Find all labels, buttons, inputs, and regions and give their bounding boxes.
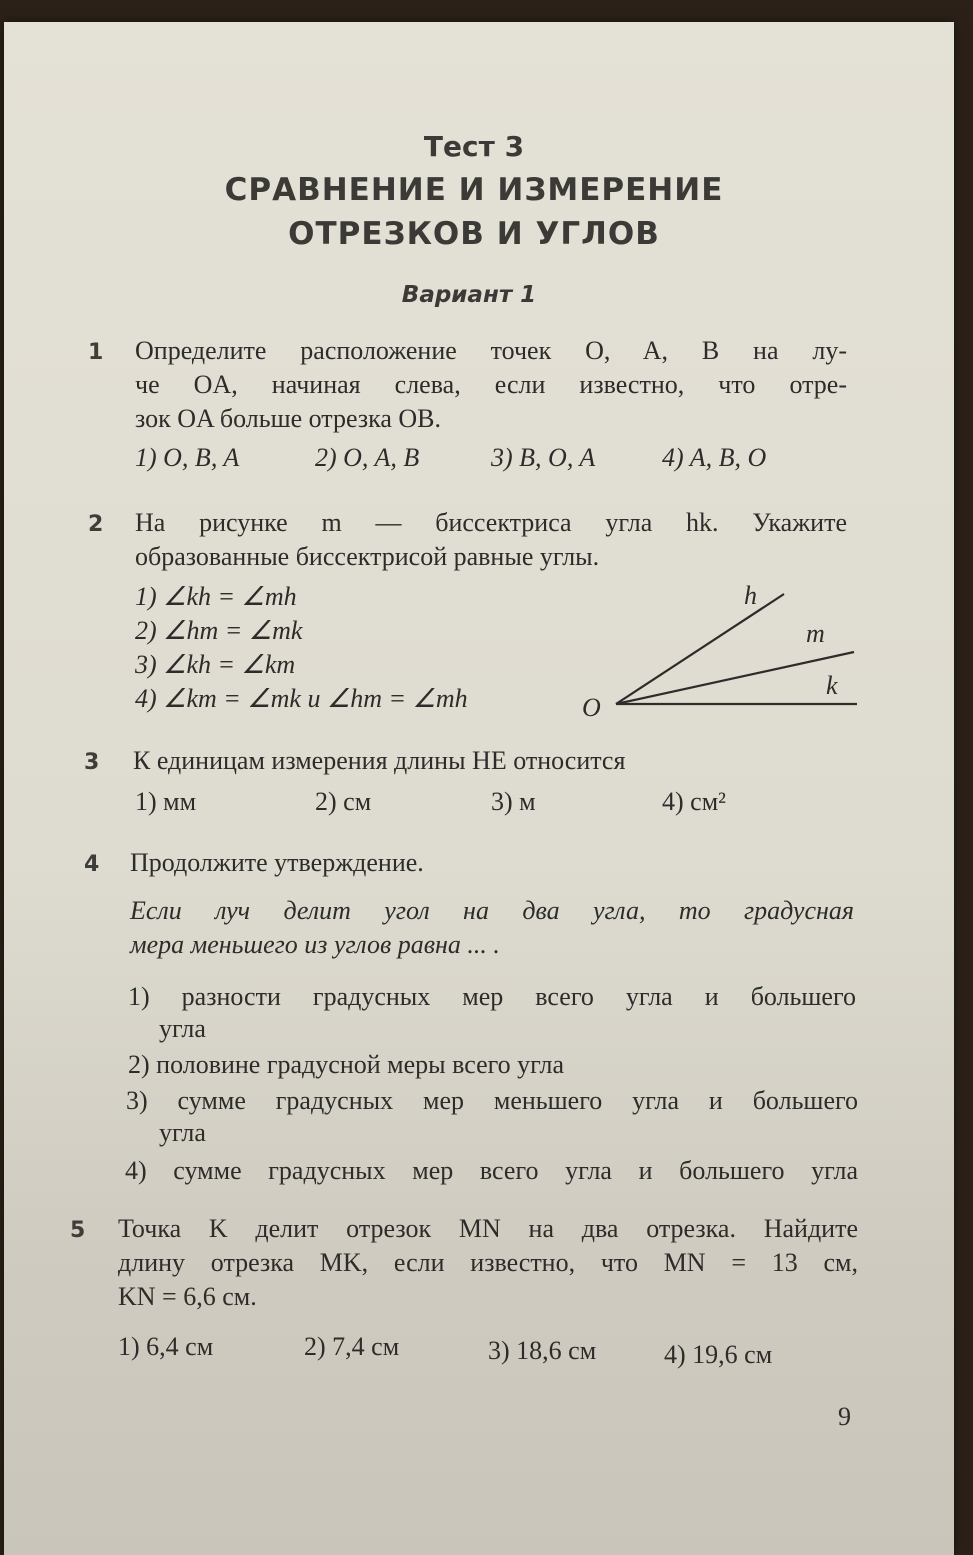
question-1-number: 1 bbox=[88, 340, 104, 365]
question-4-option-3-line-1: 3) сумме градусных мер меньшего угла и большего bbox=[126, 1086, 858, 1115]
question-2-option-4: 4) ∠km = ∠mk и ∠hm = ∠mh bbox=[135, 684, 468, 713]
question-2-option-2: 2) ∠hm = ∠mk bbox=[135, 616, 303, 645]
question-3-number: 3 bbox=[84, 750, 100, 775]
ray-label-k: k bbox=[826, 671, 838, 700]
bisector-figure bbox=[564, 572, 864, 732]
question-4-option-3-line-2: угла bbox=[159, 1118, 206, 1147]
question-5-line-1: Точка K делит отрезок MN на два отрезка. Найдите bbox=[118, 1214, 858, 1243]
question-5-option-4: 4) 19,6 см bbox=[664, 1340, 773, 1369]
question-5-line-2: длину отрезка MK, если известно, что MN = 13 см, bbox=[118, 1248, 858, 1277]
page-number: 9 bbox=[838, 1402, 851, 1431]
question-5-line-3: KN = 6,6 см. bbox=[118, 1282, 257, 1311]
question-1-line-3: зок OA больше отрезка OB. bbox=[135, 404, 442, 433]
question-5-option-1: 1) 6,4 см bbox=[118, 1332, 214, 1361]
textbook-page bbox=[4, 22, 954, 1555]
question-4-option-2: 2) половине градусной меры всего угла bbox=[128, 1050, 565, 1079]
question-2-option-1: 1) ∠kh = ∠mh bbox=[135, 582, 297, 611]
question-1-option-2: 2) O, A, B bbox=[315, 443, 420, 472]
question-2-number: 2 bbox=[88, 512, 104, 537]
test-title: Тест 3 bbox=[423, 130, 525, 163]
question-1-option-4: 4) A, B, O bbox=[662, 443, 767, 472]
question-4-intro: Продолжите утверждение. bbox=[130, 848, 424, 877]
ray-label-h: h bbox=[744, 581, 757, 610]
question-3-option-3: 3) м bbox=[491, 787, 536, 816]
question-3-option-4: 4) см² bbox=[662, 787, 726, 816]
question-1-option-3: 3) B, O, A bbox=[491, 443, 596, 472]
question-2-line-1: На рисунке m — биссектриса угла hk. Укажите bbox=[135, 508, 847, 537]
question-1-line-1: Определите расположение точек O, A, B на лу- bbox=[135, 336, 847, 365]
question-5-number: 5 bbox=[70, 1218, 86, 1243]
question-1-option-1: 1) O, B, A bbox=[135, 443, 240, 472]
question-4-option-1-line-1: 1) разности градусных мер всего угла и большего bbox=[128, 982, 856, 1011]
question-4-statement-line-2: мера меньшего из углов равна ... . bbox=[130, 930, 500, 959]
question-4-option-4: 4) сумме градусных мер всего угла и большего угла bbox=[125, 1156, 858, 1185]
question-4-number: 4 bbox=[84, 852, 100, 877]
question-2-line-2: образованные биссектрисой равные углы. bbox=[135, 542, 600, 571]
ray-label-m: m bbox=[806, 619, 825, 648]
question-5-option-3: 3) 18,6 см bbox=[488, 1336, 597, 1365]
ray-h bbox=[616, 594, 784, 704]
topic-title-line2: ОТРЕЗКОВ И УГЛОВ bbox=[288, 216, 660, 252]
question-3-text: К единицам измерения длины НЕ относится bbox=[133, 746, 626, 775]
question-4-option-1-line-2: угла bbox=[159, 1014, 206, 1043]
question-4-statement-line-1: Если луч делит угол на два угла, то градусная bbox=[130, 896, 854, 925]
variant-label: Вариант 1 bbox=[401, 282, 537, 308]
question-5-option-2: 2) 7,4 см bbox=[304, 1332, 400, 1361]
vertex-label-o: O bbox=[582, 693, 601, 722]
question-1-line-2: че OA, начиная слева, если известно, что отре- bbox=[135, 370, 847, 399]
topic-title-line1: СРАВНЕНИЕ И ИЗМЕРЕНИЕ bbox=[224, 172, 724, 208]
ray-m bbox=[616, 652, 854, 704]
question-3-option-2: 2) см bbox=[315, 787, 372, 816]
question-3-option-1: 1) мм bbox=[135, 787, 197, 816]
question-2-option-3: 3) ∠kh = ∠km bbox=[135, 650, 296, 679]
